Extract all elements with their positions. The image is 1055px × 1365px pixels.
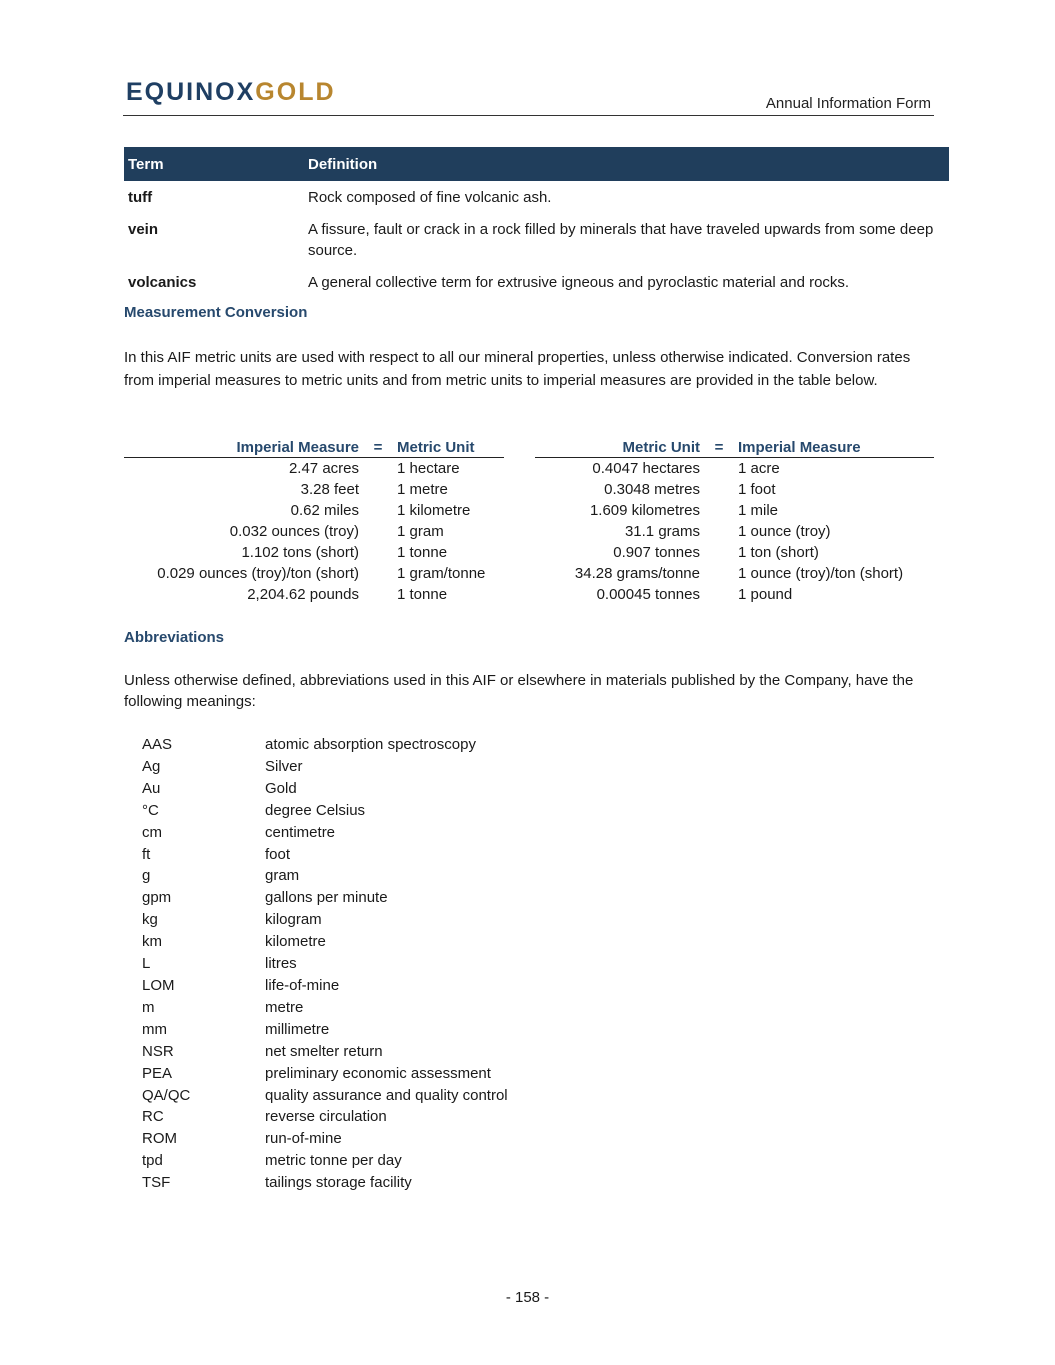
conversion-row [124,521,504,542]
conversion-from-value: 0.032 ounces (troy) [229,523,359,540]
abbreviation-meaning: preliminary economic assessment [265,1064,491,1082]
abbreviation-row [142,865,508,887]
imperial-to-metric-table [124,437,504,605]
abbreviation-term: NSR [142,1042,174,1060]
conversion-row [124,584,504,605]
equals-header: = [700,437,738,458]
conversion-from-value: 2.47 acres [288,460,359,477]
glossary-term: vein [128,221,159,238]
glossary-row [124,213,949,266]
abbreviation-meaning: atomic absorption spectroscopy [265,736,476,753]
conversion-from-value: 2,204.62 pounds [247,586,359,603]
abbreviation-row [142,997,508,1019]
conversion-from-value: 0.00045 tonnes [596,586,700,603]
abbreviation-meaning: Silver [265,757,303,775]
conversion-to-value: 1 pound [738,586,793,603]
abbreviation-meaning: centimetre [265,823,336,841]
abbreviation-meaning: metric tonne per day [265,1152,402,1170]
conversion-spacer [700,521,738,542]
abbreviation-row [142,975,508,997]
conversion-row [124,479,504,500]
glossary-col-term: Term [124,147,304,181]
conversion-spacer [359,521,397,542]
abbreviation-term: L [142,955,151,973]
measurement-heading: Measurement Conversion [124,304,308,321]
abbreviation-term: m [142,998,155,1016]
conversion-row [124,563,504,584]
abbreviation-meaning: gallons per minute [265,889,388,907]
abbreviation-meaning: kilometre [265,933,326,951]
conversion-from-value: 0.907 tonnes [613,544,700,561]
abbreviation-meaning: life-of-mine [265,976,340,994]
abbreviation-row [142,1063,508,1085]
abbreviation-row [142,822,508,844]
glossary-table [124,147,949,298]
abbreviation-row [142,1172,508,1194]
abbreviation-row [142,1106,508,1128]
abbreviation-term: cm [142,823,162,841]
abbreviation-row [142,1150,508,1172]
abbreviation-meaning: reverse circulation [265,1108,387,1126]
measurement-intro: In this AIF metric units are used with respect to all our mineral properties, unless otherwise indicated. Conversion rates from imperial measures to metric units and from metric units to imperial measures are provided in the table below. [124,349,911,389]
abbreviation-meaning: tailings storage facility [265,1174,412,1192]
imperial-measure-header: Imperial Measure [738,437,934,458]
conversion-from-value: 1.609 kilometres [589,502,700,519]
abbreviation-term: km [142,933,162,951]
conversion-to-value: 1 gram [397,523,444,540]
conversion-spacer [359,584,397,605]
conversion-to-value: 1 metre [397,481,448,498]
abbreviation-term: ROM [142,1130,177,1148]
conversion-spacer [359,458,397,480]
conversion-to-value: 1 foot [738,481,776,498]
conversion-spacer [700,458,738,480]
abbreviation-meaning: run-of-mine [265,1130,342,1148]
abbreviation-meaning: net smelter return [265,1042,383,1060]
conversion-to-value: 1 tonne [397,544,448,561]
abbreviations-heading: Abbreviations [124,629,225,646]
conversion-spacer [700,584,738,605]
conversion-row [535,479,934,500]
abbreviation-row [142,1128,508,1150]
abbreviation-meaning: foot [265,845,291,863]
abbreviation-row [142,734,508,756]
abbreviation-term: Au [142,779,161,797]
conversion-spacer [359,479,397,500]
conversion-row [535,458,934,480]
conversion-row [535,521,934,542]
abbreviation-term: mm [142,1020,167,1038]
metric-to-imperial-table [535,437,934,605]
glossary-col-definition: Definition [304,147,949,181]
abbreviation-term: QA/QC [142,1086,191,1104]
conversion-spacer [359,542,397,563]
abbreviation-row [142,1085,508,1107]
abbreviation-term: gpm [142,889,172,907]
conversion-from-value: 0.3048 metres [604,481,700,498]
abbreviation-row [142,909,508,931]
conversion-to-value: 1 acre [738,460,780,477]
abbreviation-meaning: metre [265,998,304,1016]
abbreviation-meaning: Gold [265,779,297,797]
glossary-row [124,181,949,213]
glossary-term: tuff [128,189,153,206]
abbreviation-term: LOM [142,976,175,994]
conversion-spacer [700,500,738,521]
abbreviation-meaning: gram [265,867,300,885]
conversion-spacer [700,479,738,500]
conversion-to-value: 1 ounce (troy) [738,523,831,540]
abbreviation-row [142,800,508,822]
conversion-from-value: 1.102 tons (short) [241,544,359,561]
abbreviations-intro: Unless otherwise defined, abbreviations used in this AIF or elsewhere in materials published by the Company, have the following meanings: [124,672,914,710]
glossary-definition: A general collective term for extrusive igneous and pyroclastic material and rocks. [308,274,850,291]
abbreviation-term: Ag [142,757,161,775]
conversion-to-value: 1 gram/tonne [397,565,486,582]
abbreviation-term: PEA [142,1064,173,1082]
abbreviation-meaning: millimetre [265,1020,330,1038]
conversion-spacer [700,563,738,584]
conversion-row [124,458,504,480]
conversion-spacer [700,542,738,563]
conversion-to-value: 1 tonne [397,586,448,603]
abbreviation-row [142,844,508,866]
glossary-definition: Rock composed of fine volcanic ash. [308,189,552,206]
conversion-spacer [359,563,397,584]
conversion-to-value: 1 mile [738,502,779,519]
abbreviation-row [142,1041,508,1063]
abbreviation-row [142,887,508,909]
abbreviations-list [142,734,508,1194]
abbreviation-meaning: kilogram [265,911,322,929]
abbreviation-meaning: degree Celsius [265,801,366,819]
abbreviation-row [142,778,508,800]
abbreviation-term: °C [142,801,159,819]
conversion-from-value: 0.62 miles [290,502,359,519]
abbreviation-term: RC [142,1108,164,1126]
conversion-row [124,500,504,521]
conversion-from-value: 3.28 feet [300,481,359,498]
equals-header: = [359,437,397,458]
metric-unit-header: Metric Unit [535,437,700,458]
abbreviation-term: tpd [142,1152,163,1170]
logo-text-equinox: EQUINOX [126,78,256,106]
conversion-from-value: 34.28 grams/tonne [574,565,700,582]
imperial-measure-header: Imperial Measure [124,437,359,458]
header-divider [123,115,934,116]
conversion-to-value: 1 ounce (troy)/ton (short) [738,565,904,582]
abbreviation-term: ft [142,845,151,863]
document-title: Annual Information Form [765,95,931,112]
page-number: - 158 - [505,1289,550,1306]
conversion-to-value: 1 hectare [397,460,460,477]
conversion-row [124,542,504,563]
conversion-row [535,563,934,584]
abbreviation-row [142,931,508,953]
conversion-from-value: 0.029 ounces (troy)/ton (short) [157,565,359,582]
abbreviation-term: g [142,867,151,885]
abbreviation-meaning: quality assurance and quality control [265,1086,508,1104]
abbreviation-row [142,953,508,975]
abbreviation-term: kg [142,911,158,929]
metric-unit-header: Metric Unit [397,437,504,458]
conversion-row [535,542,934,563]
glossary-term: volcanics [128,274,197,291]
abbreviation-row [142,1019,508,1041]
conversion-from-value: 31.1 grams [624,523,700,540]
conversion-from-value: 0.4047 hectares [592,460,700,477]
conversion-to-value: 1 ton (short) [738,544,819,561]
glossary-definition: A fissure, fault or crack in a rock filled by minerals that have traveled upwards from some deep source. [308,221,934,259]
abbreviation-term: TSF [142,1174,171,1192]
abbreviation-meaning: litres [265,955,297,973]
abbreviation-term: AAS [142,736,173,753]
company-logo [126,80,336,105]
conversion-row [535,500,934,521]
conversion-spacer [359,500,397,521]
glossary-row [124,266,949,298]
glossary-header-row [124,147,949,181]
conversion-to-value: 1 kilometre [397,502,471,519]
abbreviation-row [142,756,508,778]
logo-text-gold: GOLD [255,78,336,106]
conversion-row [535,584,934,605]
